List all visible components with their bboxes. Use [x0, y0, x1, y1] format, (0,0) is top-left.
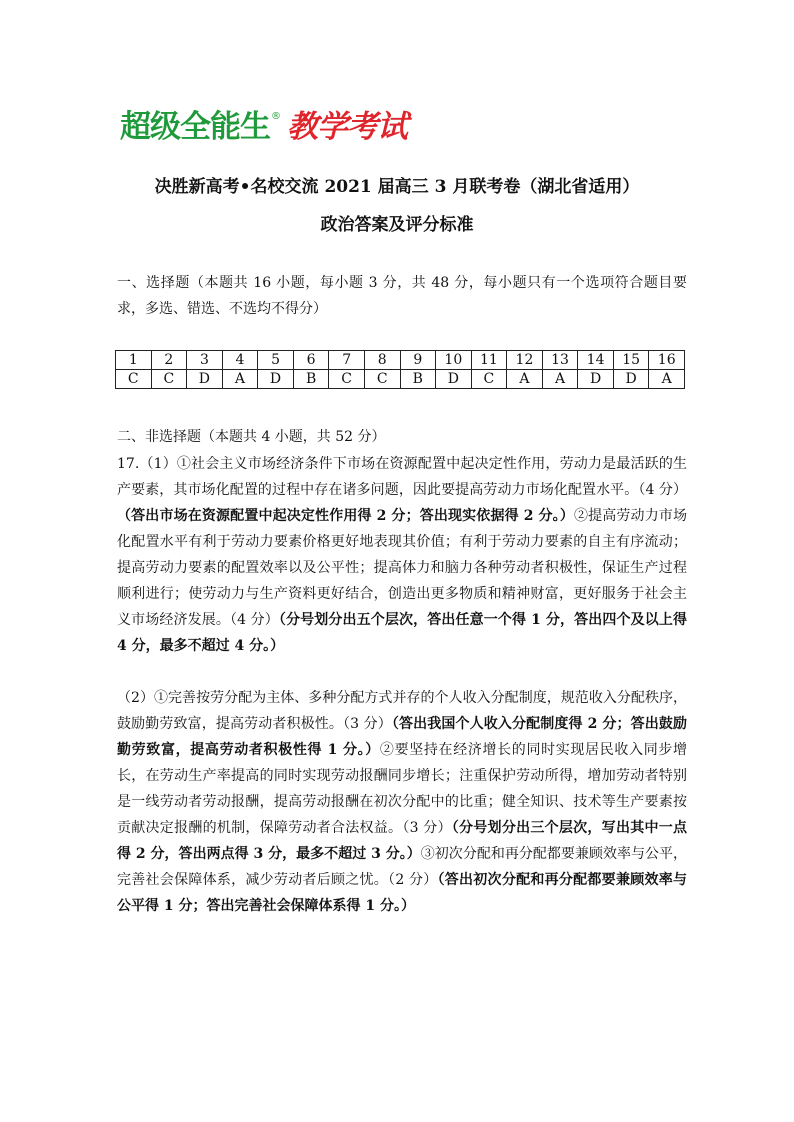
question-number: 9	[400, 351, 436, 370]
answer-choice: A	[222, 370, 258, 389]
answer-choice: A	[507, 370, 543, 389]
exam-title: 决胜新高考•名校交流 2021 届高三 3 月联考卷（湖北省适用）	[154, 177, 640, 197]
answer-choice: A	[649, 370, 685, 389]
scoring-note: （答出市场在资源配置中起决定性作用得 2 分；答出现实依据得 2 分。）	[117, 508, 574, 524]
question-17-part-2-answer	[117, 685, 687, 919]
question-number: 6	[293, 351, 329, 370]
answer-choice: B	[293, 370, 329, 389]
brand-logo	[120, 107, 407, 147]
question-number: 8	[364, 351, 400, 370]
answer-choice: C	[329, 370, 365, 389]
question-number: 3	[187, 351, 223, 370]
question-number: 4	[222, 351, 258, 370]
question-number: 12	[507, 351, 543, 370]
answer-choice: D	[578, 370, 614, 389]
section-1-instructions: 一、选择题（本题共 16 小题，每小题 3 分，共 48 分，每小题只有一个选项符合题目要求，多选、错选、不选均不得分）	[117, 275, 687, 317]
answer-choice: B	[400, 370, 436, 389]
answer-text: ②要坚持在经济增长的同时实现居民收入同步增长，在劳动生产率提高的同时实现劳动报酬同步增长；注重保护劳动所得，增加劳动者特别是一线劳动者劳动报酬，提高劳动报酬在初次分配中的比重；健全知识、技术等生产要素按贡献决定报酬的机制，保障劳动者合法权益。（3 分）	[117, 742, 687, 836]
question-number: 14	[578, 351, 614, 370]
question-number: 1	[116, 351, 152, 370]
answer-text: ③初次分配和再分配都要兼顾效率与公平，完善社会保障体系，减少劳动者后顾之忧。（2 分）	[117, 846, 688, 888]
question-number: 5	[258, 351, 294, 370]
answer-text: （2）①完善按劳分配为主体、多种分配方式并存的个人收入分配制度，规范收入分配秩序，鼓励勤劳致富，提高劳动者积极性。（3 分）	[117, 690, 687, 732]
question-number: 16	[649, 351, 685, 370]
answer-choice: C	[471, 370, 507, 389]
question-number: 15	[613, 351, 649, 370]
question-number: 2	[151, 351, 187, 370]
answer-table	[115, 350, 685, 389]
logo-brand-text: 超级全能生	[120, 109, 270, 145]
question-number: 7	[329, 351, 365, 370]
answer-choice-row	[116, 370, 685, 389]
logo-registered-mark: ®	[271, 111, 281, 122]
logo-teaching-exam-text: 教学考试	[287, 109, 407, 145]
answer-choice: D	[613, 370, 649, 389]
section-2-heading: 二、非选择题（本题共 4 小题，共 52 分）	[117, 429, 386, 445]
answer-key-subtitle: 政治答案及评分标准	[320, 215, 474, 235]
scoring-note: （分号划分出三个层次，写出其中一点得 2 分，答出两点得 3 分，最多不超过 3 分。）	[117, 820, 688, 862]
question-number-row	[116, 351, 685, 370]
answer-text: 17.（1）①社会主义市场经济条件下市场在资源配置中起决定性作用，劳动力是最活跃的生产要素，其市场化配置的过程中存在诸多问题，因此要提高劳动力市场化配置水平。（4 分）	[117, 456, 687, 498]
question-17-part-1-answer	[117, 451, 687, 659]
answer-choice: C	[364, 370, 400, 389]
scoring-note: （分号划分出五个层次，答出任意一个得 1 分，答出四个及以上得 4 分，最多不超过 4 分。）	[117, 612, 687, 654]
question-number: 11	[471, 351, 507, 370]
answer-choice: D	[436, 370, 472, 389]
answer-text: ②提高劳动力市场化配置水平有利于劳动力要素价格更好地表现其价值；有利于劳动力要素的自主有序流动；提高劳动力要素的配置效率以及公平性；提高体力和脑力各种劳动者积极性，保证生产过程顺利进行；使劳动力与生产资料更好结合，创造出更多物质和精神财富，更好服务于社会主义市场经济发展。（4 分）	[117, 508, 687, 628]
question-number: 13	[542, 351, 578, 370]
answer-choice: D	[187, 370, 223, 389]
scoring-note: （答出我国个人收入分配制度得 2 分；答出鼓励勤劳致富，提高劳动者积极性得 1 分。）	[117, 716, 687, 758]
answer-choice: C	[116, 370, 152, 389]
scoring-note: （答出初次分配和再分配都要兼顾效率与公平得 1 分；答出完善社会保障体系得 1 分。）	[117, 872, 688, 914]
question-number: 10	[436, 351, 472, 370]
answer-choice: C	[151, 370, 187, 389]
answer-choice: A	[542, 370, 578, 389]
answer-choice: D	[258, 370, 294, 389]
